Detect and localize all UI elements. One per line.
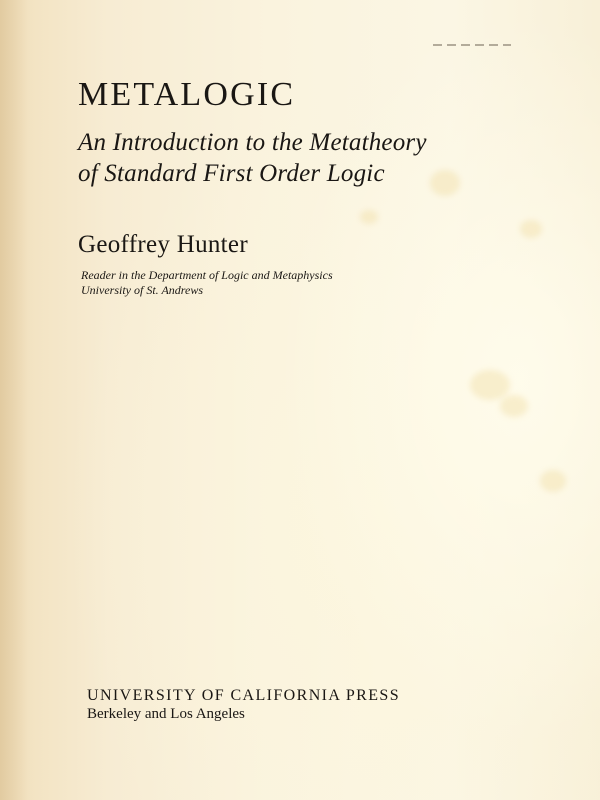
foxing-spot <box>430 170 460 196</box>
foxing-spot <box>520 220 542 238</box>
foxing-spot <box>540 470 566 492</box>
book-title: METALOGIC <box>78 76 296 113</box>
foxing-spot <box>470 370 510 400</box>
pencil-mark <box>433 44 511 46</box>
book-subtitle <box>78 127 427 189</box>
foxing-spot <box>360 210 378 224</box>
affiliation-line: University of St. Andrews <box>81 283 203 297</box>
foxing-spot <box>500 395 528 417</box>
page-edge-shadow <box>0 0 28 800</box>
publisher-name: UNIVERSITY OF CALIFORNIA PRESS <box>87 687 400 704</box>
author-name: Geoffrey Hunter <box>78 231 248 258</box>
affiliation-line: Reader in the Department of Logic and Metaphysics <box>81 268 333 282</box>
subtitle-line: of Standard First Order Logic <box>78 160 385 187</box>
publisher-place: Berkeley and Los Angeles <box>87 706 245 722</box>
author-affiliation <box>81 268 333 298</box>
subtitle-line: An Introduction to the Metatheory <box>78 129 427 156</box>
